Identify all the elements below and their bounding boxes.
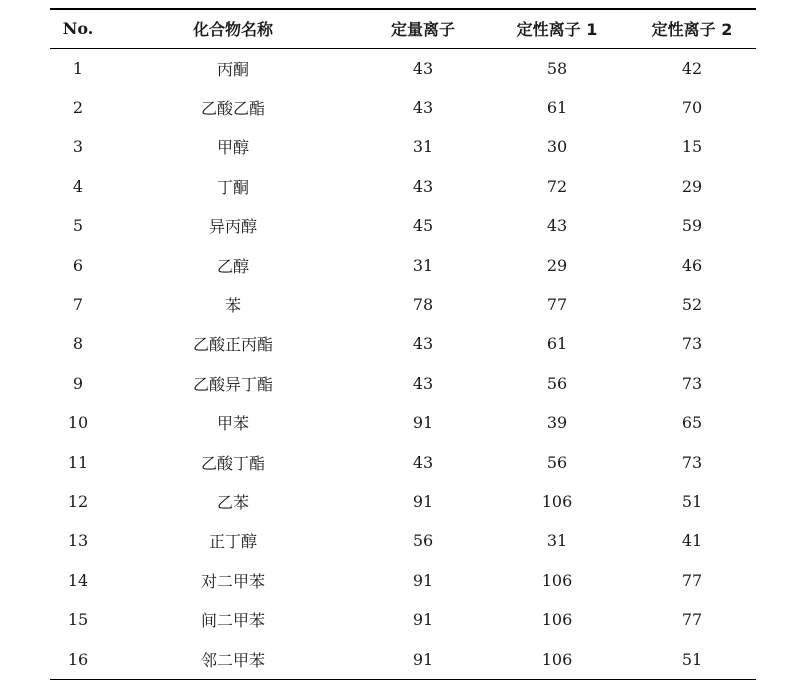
header-no: No. bbox=[62, 19, 94, 38]
cell-compound-name: 正丁醇 bbox=[208, 532, 257, 552]
table-bottom-rule bbox=[50, 679, 756, 681]
cell-qual-ion-1: 58 bbox=[546, 58, 568, 78]
cell-qual-ion-2: 73 bbox=[681, 334, 703, 354]
cell-no: 4 bbox=[72, 176, 84, 196]
cell-qual-ion-2: 42 bbox=[681, 58, 703, 78]
table-row bbox=[50, 127, 756, 166]
cell-no: 7 bbox=[72, 295, 84, 315]
cell-qual-ion-2: 59 bbox=[681, 216, 703, 236]
cell-qual-ion-1: 61 bbox=[546, 334, 568, 354]
cell-compound-name: 乙酸异丁酯 bbox=[192, 374, 273, 394]
cell-qual-ion-2: 41 bbox=[681, 531, 703, 551]
cell-qual-ion-2: 77 bbox=[681, 570, 703, 590]
cell-compound-name: 间二甲苯 bbox=[200, 611, 265, 631]
cell-qual-ion-1: 43 bbox=[546, 216, 568, 236]
cell-no: 14 bbox=[67, 570, 89, 590]
cell-no: 15 bbox=[67, 610, 89, 630]
cell-quant-ion: 56 bbox=[412, 531, 434, 551]
header-quant-ion: 定量离子 bbox=[390, 20, 455, 39]
cell-no: 12 bbox=[67, 491, 89, 511]
table-row bbox=[50, 285, 756, 324]
cell-compound-name: 乙酸丁酯 bbox=[200, 453, 265, 473]
table-row bbox=[50, 403, 756, 442]
table-row bbox=[50, 245, 756, 284]
ion-table-body bbox=[50, 49, 756, 679]
cell-no: 9 bbox=[72, 373, 84, 393]
cell-qual-ion-2: 73 bbox=[681, 452, 703, 472]
header-qual-ion-2: 定性离子 2 bbox=[651, 20, 733, 39]
cell-compound-name: 对二甲苯 bbox=[200, 571, 265, 591]
cell-quant-ion: 43 bbox=[412, 98, 434, 118]
cell-quant-ion: 43 bbox=[412, 176, 434, 196]
cell-quant-ion: 43 bbox=[412, 58, 434, 78]
table-row bbox=[50, 482, 756, 521]
cell-qual-ion-2: 70 bbox=[681, 98, 703, 118]
cell-quant-ion: 43 bbox=[412, 334, 434, 354]
cell-quant-ion: 43 bbox=[412, 452, 434, 472]
cell-compound-name: 甲苯 bbox=[216, 414, 249, 434]
cell-no: 16 bbox=[67, 649, 89, 669]
cell-qual-ion-2: 73 bbox=[681, 373, 703, 393]
table-row bbox=[50, 324, 756, 363]
header-compound-name: 化合物名称 bbox=[192, 20, 273, 39]
cell-qual-ion-1: 30 bbox=[546, 137, 568, 157]
cell-qual-ion-1: 106 bbox=[541, 610, 573, 630]
table-row bbox=[50, 600, 756, 639]
cell-quant-ion: 91 bbox=[412, 491, 434, 511]
cell-qual-ion-1: 106 bbox=[541, 649, 573, 669]
table-body bbox=[50, 49, 756, 679]
cell-quant-ion: 43 bbox=[412, 373, 434, 393]
cell-no: 1 bbox=[72, 58, 84, 78]
table-header bbox=[50, 10, 756, 48]
cell-qual-ion-1: 29 bbox=[546, 255, 568, 275]
cell-quant-ion: 91 bbox=[412, 610, 434, 630]
cell-compound-name: 甲醇 bbox=[216, 138, 249, 158]
cell-no: 11 bbox=[67, 452, 89, 472]
header-qual-ion-1: 定性离子 1 bbox=[516, 20, 598, 39]
cell-quant-ion: 91 bbox=[412, 413, 434, 433]
table-row bbox=[50, 167, 756, 206]
cell-quant-ion: 78 bbox=[412, 295, 434, 315]
cell-compound-name: 邻二甲苯 bbox=[200, 650, 265, 670]
cell-qual-ion-1: 106 bbox=[541, 570, 573, 590]
cell-compound-name: 苯 bbox=[224, 296, 241, 316]
cell-no: 6 bbox=[72, 255, 84, 275]
cell-qual-ion-2: 29 bbox=[681, 176, 703, 196]
cell-quant-ion: 45 bbox=[412, 216, 434, 236]
table-row bbox=[50, 206, 756, 245]
cell-qual-ion-2: 15 bbox=[681, 137, 703, 157]
cell-qual-ion-1: 72 bbox=[546, 176, 568, 196]
table-row bbox=[50, 639, 756, 678]
cell-qual-ion-1: 56 bbox=[546, 373, 568, 393]
cell-compound-name: 乙酸正丙酯 bbox=[192, 335, 273, 355]
header-row bbox=[50, 10, 756, 48]
cell-quant-ion: 91 bbox=[412, 570, 434, 590]
cell-no: 2 bbox=[72, 98, 84, 118]
cell-quant-ion: 91 bbox=[412, 649, 434, 669]
cell-qual-ion-1: 56 bbox=[546, 452, 568, 472]
cell-no: 3 bbox=[72, 137, 84, 157]
cell-quant-ion: 31 bbox=[412, 137, 434, 157]
cell-qual-ion-1: 106 bbox=[541, 491, 573, 511]
table-row bbox=[50, 561, 756, 600]
cell-qual-ion-1: 77 bbox=[546, 295, 568, 315]
cell-no: 8 bbox=[72, 334, 84, 354]
cell-qual-ion-2: 51 bbox=[681, 649, 703, 669]
table-row bbox=[50, 521, 756, 560]
cell-qual-ion-1: 61 bbox=[546, 98, 568, 118]
cell-qual-ion-1: 39 bbox=[546, 413, 568, 433]
cell-compound-name: 乙醇 bbox=[216, 256, 249, 276]
table-row bbox=[50, 442, 756, 481]
table-row bbox=[50, 364, 756, 403]
cell-compound-name: 丁酮 bbox=[216, 177, 249, 197]
cell-compound-name: 乙苯 bbox=[216, 492, 249, 512]
cell-qual-ion-1: 31 bbox=[546, 531, 568, 551]
table-row bbox=[50, 49, 756, 88]
cell-qual-ion-2: 65 bbox=[681, 413, 703, 433]
table-row bbox=[50, 88, 756, 127]
cell-compound-name: 丙酮 bbox=[216, 59, 249, 79]
ion-table-container bbox=[50, 8, 756, 680]
cell-qual-ion-2: 77 bbox=[681, 610, 703, 630]
cell-qual-ion-2: 51 bbox=[681, 491, 703, 511]
cell-no: 5 bbox=[72, 216, 84, 236]
cell-qual-ion-2: 46 bbox=[681, 255, 703, 275]
cell-quant-ion: 31 bbox=[412, 255, 434, 275]
cell-compound-name: 异丙醇 bbox=[208, 217, 257, 237]
cell-qual-ion-2: 52 bbox=[681, 295, 703, 315]
cell-no: 10 bbox=[67, 413, 89, 433]
ion-table bbox=[50, 10, 756, 48]
cell-compound-name: 乙酸乙酯 bbox=[200, 99, 265, 119]
cell-no: 13 bbox=[67, 531, 89, 551]
